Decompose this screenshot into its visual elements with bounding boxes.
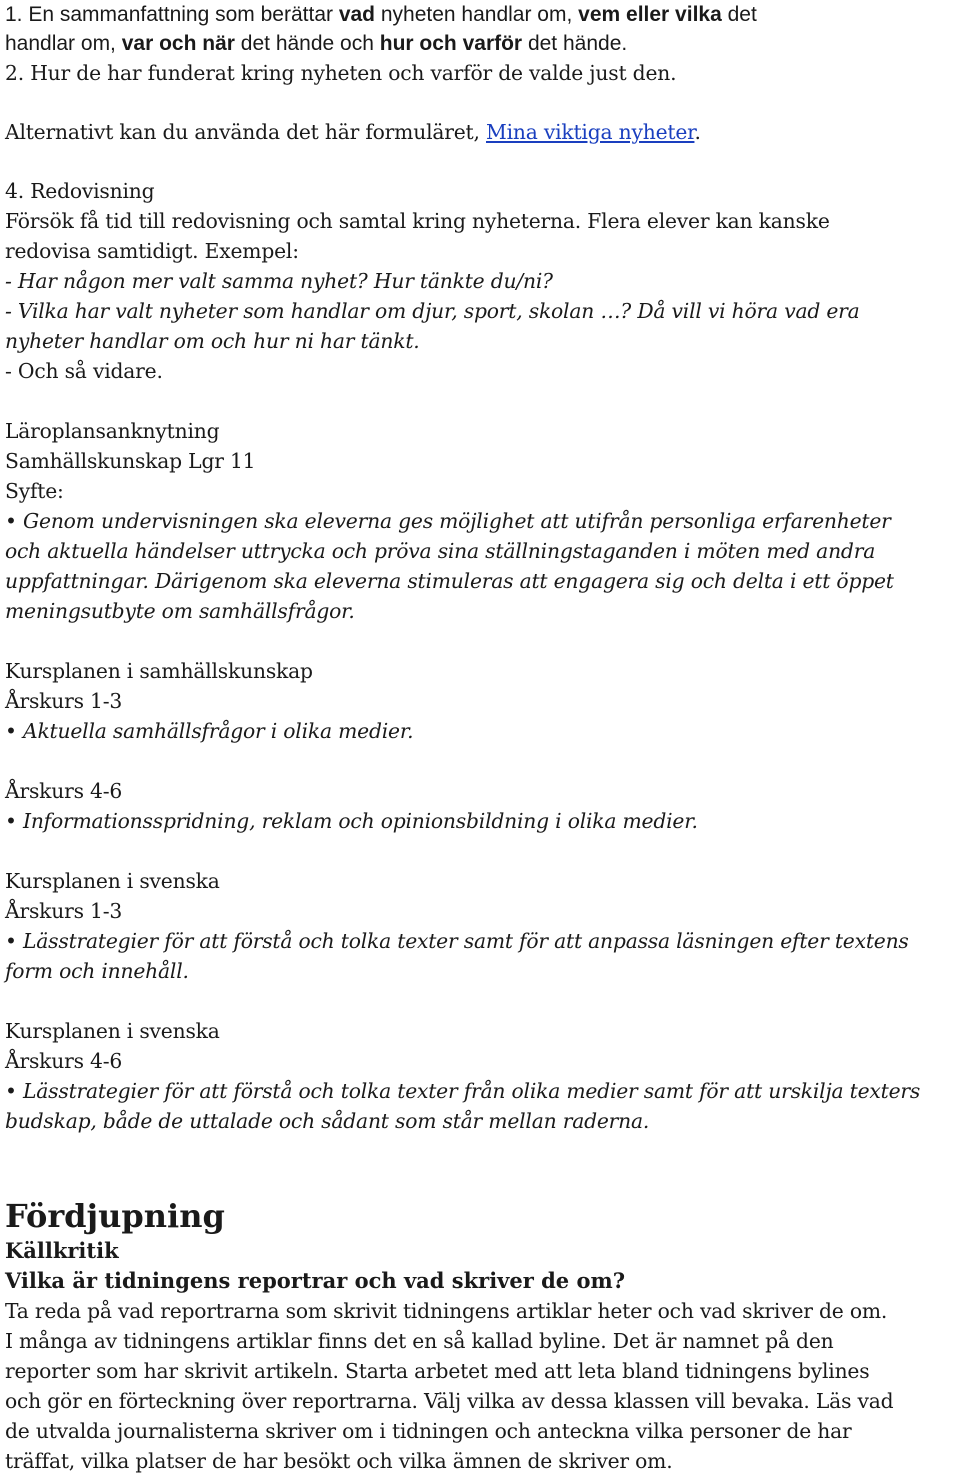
- kurs-samhall-item-1: • Aktuella samhällsfrågor i olika medier.: [5, 719, 414, 743]
- kurs-svenska-item-line-2: form och innehåll.: [5, 959, 189, 983]
- emphasis-vem: vem eller vilka: [578, 3, 722, 26]
- intro-line-3: 2. Hur de har funderat kring nyheten och varför de valde just den.: [5, 61, 677, 85]
- alternative-line: [5, 117, 701, 147]
- kurs-samhall-grade-1: Årskurs 1-3: [5, 689, 123, 713]
- kurs-svenska-item-line-1: • Lässtrategier för att förstå och tolka texter samt för att anpassa läsningen efter textens: [5, 929, 909, 953]
- kurs-svenska-grade: Årskurs 4-6: [5, 1049, 123, 1073]
- fordjupning-subtitle: Källkritik: [5, 1238, 119, 1263]
- emphasis-vad: vad: [338, 3, 376, 26]
- fordjupning-body-2: I många av tidningens artiklar finns det en så kallad byline. Det är namnet på den: [5, 1329, 834, 1353]
- form-link[interactable]: Mina viktiga nyheter: [486, 120, 695, 144]
- intro-text: det: [721, 3, 757, 26]
- intro-text: handlar om,: [5, 32, 122, 55]
- kurs-samhall-heading: Kursplanen i samhällskunskap: [5, 659, 313, 683]
- redovisning-heading: 4. Redovisning: [5, 179, 155, 203]
- intro-text: 1. En sammanfattning som berättar: [5, 3, 339, 26]
- kurs-samhall-grade-2: Årskurs 4-6: [5, 779, 123, 803]
- fordjupning-body-1: Ta reda på vad reportrarna som skrivit tidningens artiklar heter och vad skriver de om.: [5, 1299, 888, 1323]
- redovisning-p1: Försök få tid till redovisning och samtal kring nyheterna. Flera elever kan kanske: [5, 209, 830, 233]
- kurs-svenska-heading: Kursplanen i svenska: [5, 869, 220, 893]
- example-question-1: - Har någon mer valt samma nyhet? Hur tänkte du/ni?: [5, 269, 553, 293]
- fordjupning-title: Fördjupning: [5, 1197, 225, 1235]
- syfte-line-2: och aktuella händelser uttrycka och pröva sina ställningstaganden i möten med andra: [5, 539, 876, 563]
- fordjupning-body-4: och gör en förteckning över reportrarna. Välj vilka av dessa klassen vill bevaka. Läs vad: [5, 1389, 894, 1413]
- intro-line-1: [5, 0, 757, 30]
- emphasis-hur: hur och varför: [379, 32, 523, 55]
- example-question-3: nyheter handlar om och hur ni har tänkt.: [5, 329, 420, 353]
- fordjupning-question: Vilka är tidningens reportrar och vad skriver de om?: [5, 1268, 625, 1293]
- alternative-text: Alternativt kan du använda det här formuläret,: [5, 120, 486, 144]
- kurs-samhall-item-2: • Informationsspridning, reklam och opinionsbildning i olika medier.: [5, 809, 698, 833]
- kurs-svenska-grade: Årskurs 1-3: [5, 899, 123, 923]
- syfte-line-4: meningsutbyte om samhällsfrågor.: [5, 599, 355, 623]
- kurs-svenska-item-line-1: • Lässtrategier för att förstå och tolka texter från olika medier samt för att urskilja texters: [5, 1079, 921, 1103]
- intro-text: det hände och: [234, 32, 380, 55]
- syfte-line-1: • Genom undervisningen ska eleverna ges möjlighet att utifrån personliga erfarenheter: [5, 509, 891, 533]
- emphasis-var: var och när: [121, 32, 235, 55]
- syfte-line-3: uppfattningar. Därigenom ska eleverna stimuleras att engagera sig och delta i ett öppet: [5, 569, 894, 593]
- laroplan-subheading: Samhällskunskap Lgr 11: [5, 449, 256, 473]
- fordjupning-body-5: de utvalda journalisterna skriver om i tidningen och anteckna vilka personer de har: [5, 1419, 852, 1443]
- fordjupning-body-6: träffat, vilka platser de har besökt och vilka ämnen de skriver om.: [5, 1449, 673, 1473]
- fordjupning-body-3: reporter som har skrivit artikeln. Starta arbetet med att leta bland tidningens bylines: [5, 1359, 870, 1383]
- example-question-2: - Vilka har valt nyheter som handlar om djur, sport, skolan …? Då vill vi höra vad era: [5, 299, 860, 323]
- intro-text: nyheten handlar om,: [375, 3, 579, 26]
- alternative-end: .: [694, 120, 701, 144]
- intro-line-2: [5, 29, 627, 59]
- example-question-4: - Och så vidare.: [5, 359, 163, 383]
- kurs-svenska-heading: Kursplanen i svenska: [5, 1019, 220, 1043]
- redovisning-p2: redovisa samtidigt. Exempel:: [5, 239, 299, 263]
- laroplan-heading: Läroplansanknytning: [5, 419, 220, 443]
- intro-text: det hände.: [522, 32, 628, 55]
- syfte-label: Syfte:: [5, 479, 64, 503]
- kurs-svenska-item-line-2: budskap, både de uttalade och sådant som står mellan raderna.: [5, 1109, 650, 1133]
